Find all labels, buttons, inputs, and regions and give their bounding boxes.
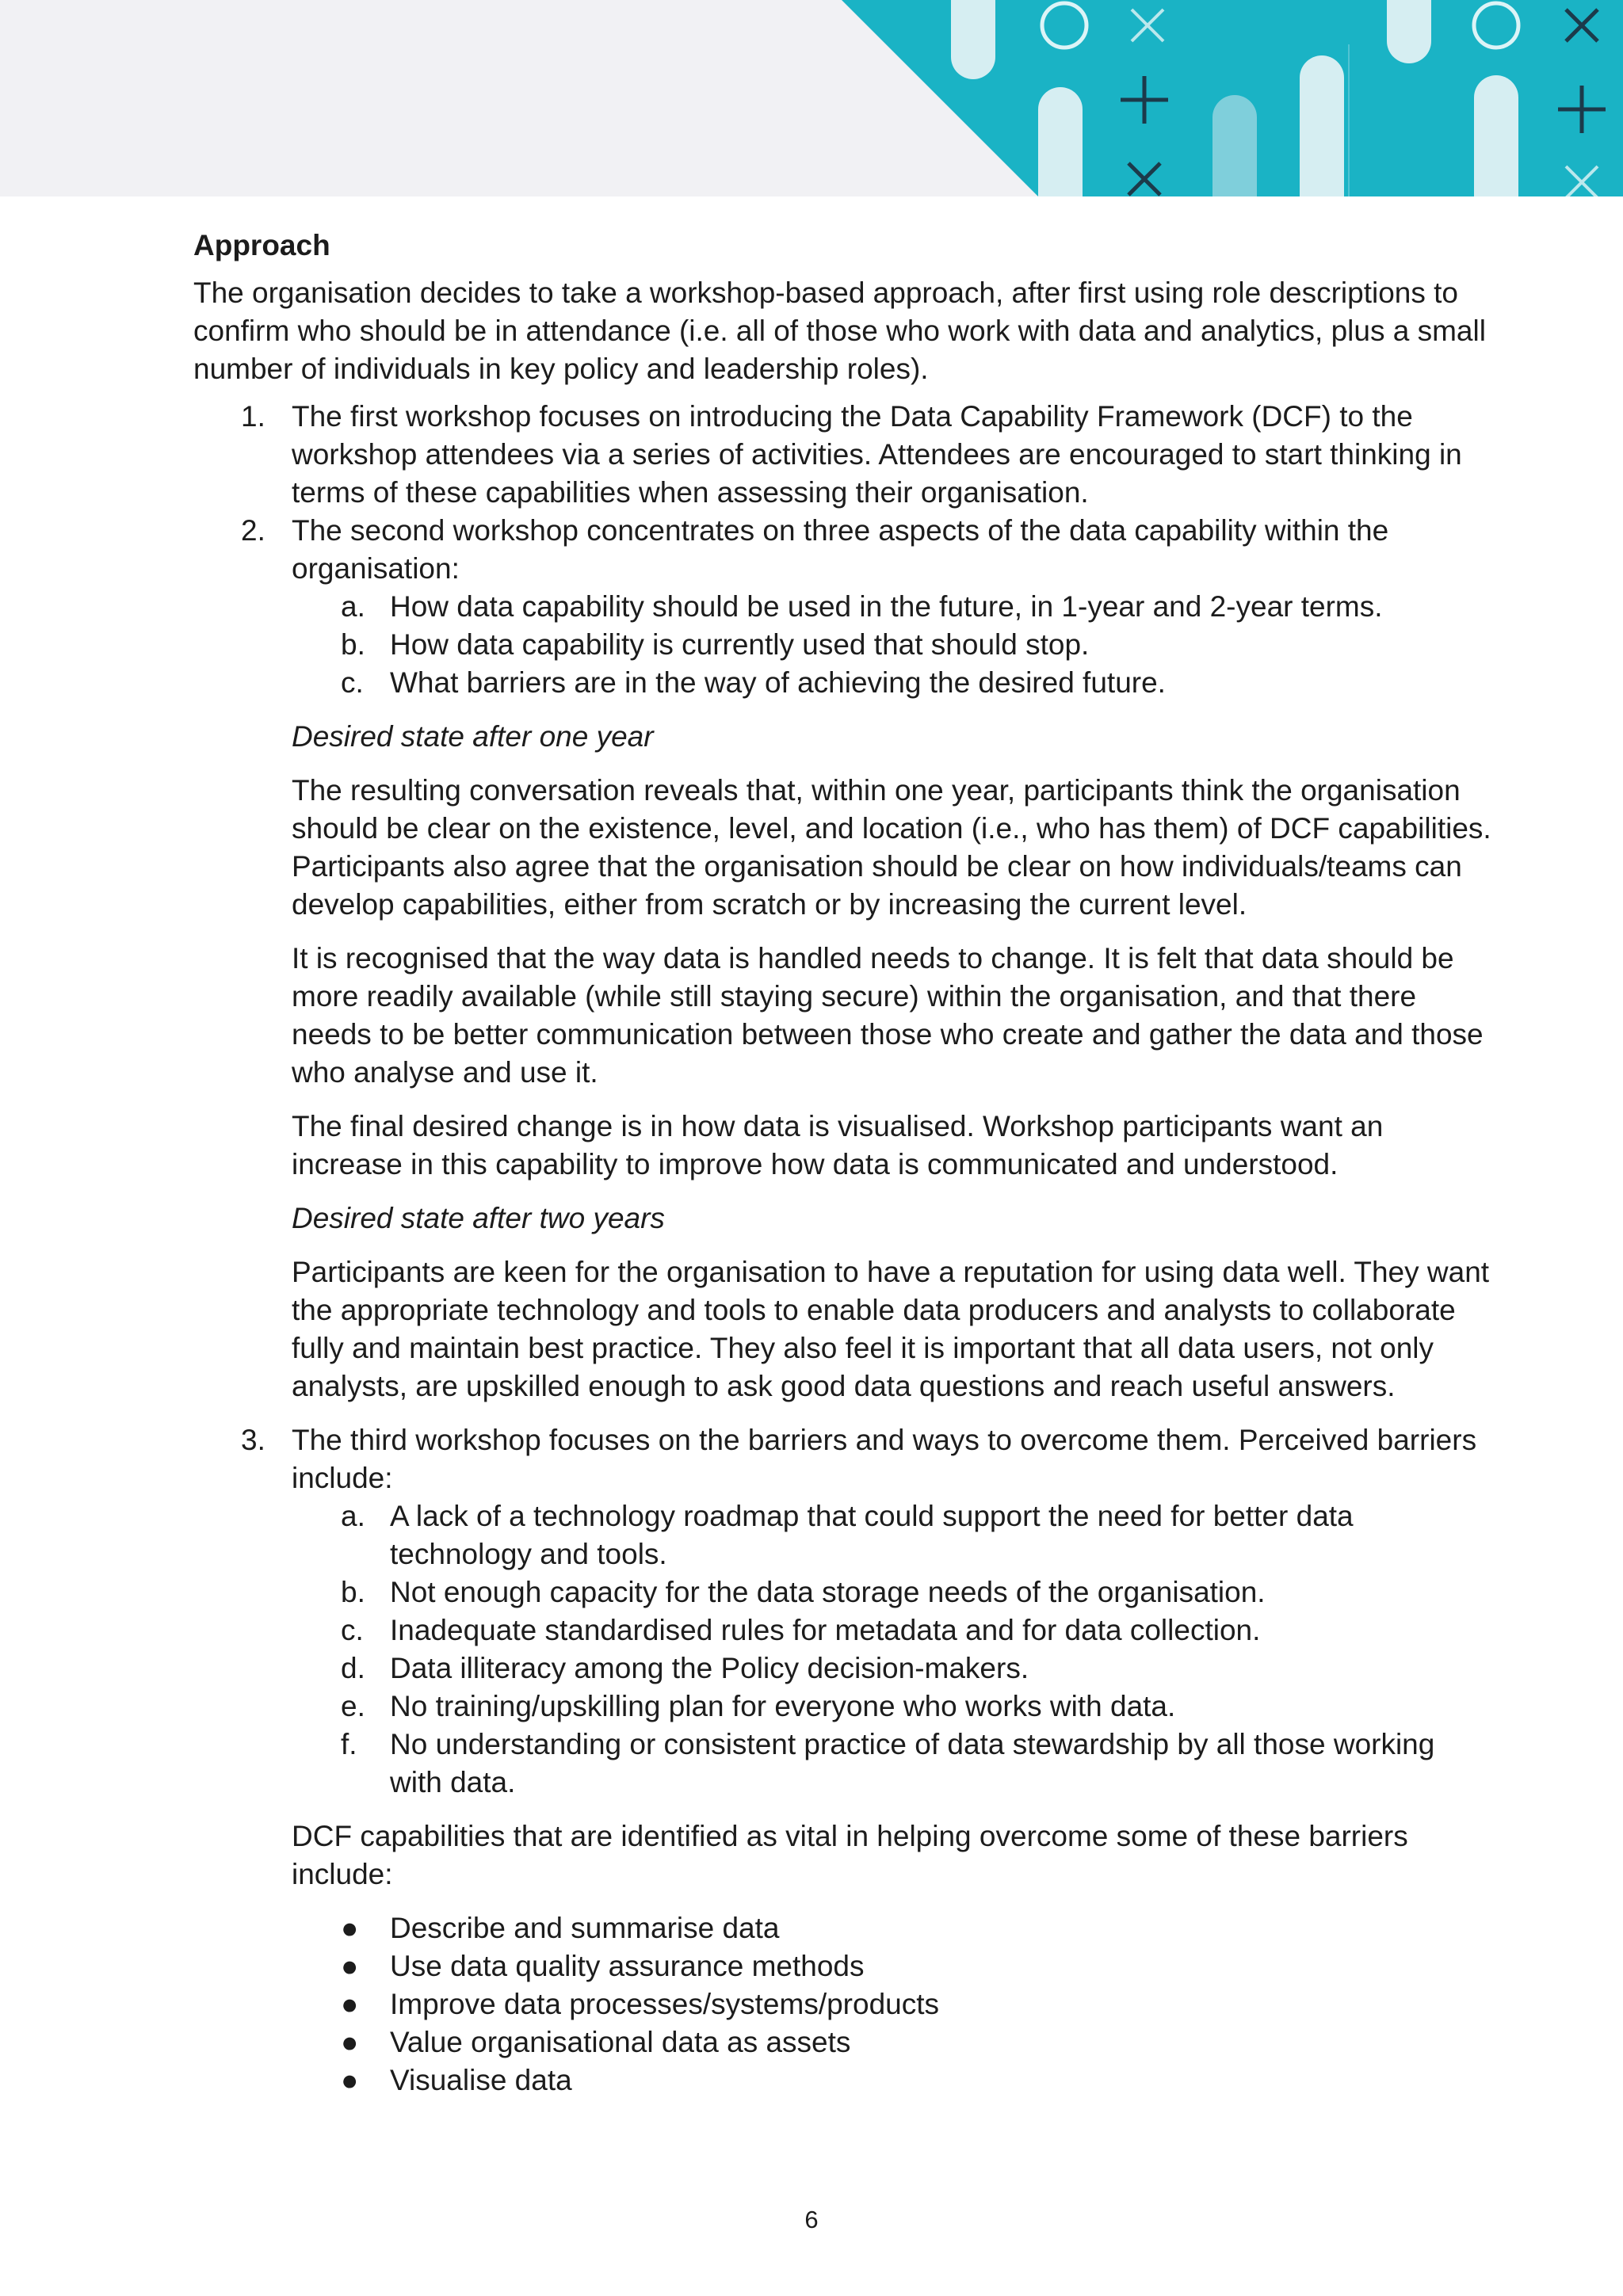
paragraph: The final desired change is in how data is visualised. Workshop participants want an increase in this capability to improve how data is communicated and understood. [292, 1110, 1384, 1180]
bullet-icon: ● [341, 2064, 359, 2096]
list-item [193, 398, 1493, 512]
list-item [193, 1421, 1493, 1497]
bullet-text: Use data quality assurance methods [390, 1950, 865, 1982]
sub-list-text: No understanding or consistent practice of data stewardship by all those working with data. [390, 1728, 1435, 1798]
sub-list-item [193, 1573, 1493, 1611]
list-item-text: The second workshop concentrates on three aspects of the data capability within the organisation: [292, 514, 1389, 585]
paragraph: The resulting conversation reveals that, within one year, participants think the organisation should be clear on the existence, level, and location (i.e., who has them) of DCF capabilities. Participants also agree that the organisation should be clear on how individuals/teams can develop capabilities, either from scratch or by increasing the current level. [292, 774, 1491, 921]
sub-list-item [193, 664, 1493, 702]
document-body [193, 227, 1493, 2100]
sub-list-item [193, 626, 1493, 664]
paragraph: Participants are keen for the organisation to have a reputation for using data well. They want the appropriate technology and tools to enable data producers and analysts to collaborate fully and maintain best practice. They also feel it is important that all data users, not only analysts, are upskilled enough to ask good data questions and reach useful answers. [292, 1256, 1490, 1402]
pill-shape [1474, 75, 1518, 196]
pill-shape [1038, 87, 1083, 196]
header-decoration [0, 0, 1623, 196]
list-item [193, 512, 1493, 588]
list-number: 2. [241, 514, 265, 547]
bullet-text: Visualise data [390, 2064, 572, 2096]
sub-list-item [193, 1650, 1493, 1688]
bullet-icon: ● [341, 1988, 359, 2020]
list-item-text: The third workshop focuses on the barriers and ways to overcome them. Perceived barriers include: [292, 1424, 1477, 1494]
sub-list [193, 588, 1493, 702]
sub-list-text: Data illiteracy among the Policy decision-makers. [390, 1652, 1029, 1684]
bullet-item [193, 1947, 1493, 1985]
bullet-item [193, 1985, 1493, 2023]
list-number: 3. [241, 1424, 265, 1456]
sub-list-letter: a. [341, 1500, 365, 1532]
sub-list-letter: a. [341, 590, 365, 623]
sub-list-letter: b. [341, 1576, 365, 1608]
capabilities-list [193, 1909, 1493, 2100]
pill-shape [1212, 95, 1257, 196]
bullet-item [193, 2023, 1493, 2061]
sub-list-letter: b. [341, 628, 365, 661]
sub-list-item [193, 1688, 1493, 1726]
bullet-icon: ● [341, 2026, 359, 2058]
sub-list-text: How data capability is currently used that should stop. [390, 628, 1090, 661]
sub-list-item [193, 1726, 1493, 1802]
bullet-text: Improve data processes/systems/products [390, 1988, 940, 2020]
paragraph: It is recognised that the way data is handled needs to change. It is felt that data should be more readily available (while still staying secure) within the organisation, and that there needs to be better communication between those who create and gather the data and those who analyse and use it. [292, 942, 1484, 1089]
sub-list-letter: c. [341, 1614, 364, 1646]
sub-list-letter: c. [341, 666, 364, 699]
bullet-text: Value organisational data as assets [390, 2026, 851, 2058]
intro-paragraph: The organisation decides to take a workshop-based approach, after first using role descriptions to confirm who should be in attendance (i.e. all of those who work with data and analytics, plus a small number of individuals in key policy and leadership roles). [193, 277, 1486, 385]
capabilities-intro: DCF capabilities that are identified as vital in helping overcome some of these barriers include: [292, 1820, 1408, 1890]
page-number: 6 [804, 2206, 819, 2233]
sub-list-item [193, 588, 1493, 626]
sub-list-text: A lack of a technology roadmap that could support the need for better data technology and tools. [390, 1500, 1354, 1570]
sub-list-text: No training/upskilling plan for everyone who works with data. [390, 1690, 1176, 1722]
bullet-icon: ● [341, 1912, 359, 1944]
section-heading: Approach [193, 229, 330, 261]
sub-list-text: Inadequate standardised rules for metadata and for data collection. [390, 1614, 1261, 1646]
sub-list-item [193, 1611, 1493, 1650]
sub-list-text: How data capability should be used in the future, in 1-year and 2-year terms. [390, 590, 1383, 623]
pill-shape [1387, 0, 1431, 63]
bullet-item [193, 2061, 1493, 2100]
sub-list-text: What barriers are in the way of achieving the desired future. [390, 666, 1166, 699]
subheading-two-years: Desired state after two years [292, 1202, 665, 1234]
sub-list-text: Not enough capacity for the data storage needs of the organisation. [390, 1576, 1266, 1608]
list-number: 1. [241, 400, 265, 433]
sub-list-letter: e. [341, 1690, 365, 1722]
sub-list-letter: d. [341, 1652, 365, 1684]
bullet-item [193, 1909, 1493, 1947]
sub-list-letter: f. [341, 1728, 357, 1760]
bullet-text: Describe and summarise data [390, 1912, 780, 1944]
pill-shape [951, 0, 995, 79]
sub-list [193, 1497, 1493, 1802]
list-item-text: The first workshop focuses on introducing the Data Capability Framework (DCF) to the workshop attendees via a series of activities. Attendees are encouraged to start thinking in terms of these capabilities when assessing their organisation. [292, 400, 1462, 509]
subheading-one-year: Desired state after one year [292, 720, 654, 753]
bullet-icon: ● [341, 1950, 359, 1982]
pill-shape [1300, 55, 1344, 196]
sub-list-item [193, 1497, 1493, 1573]
